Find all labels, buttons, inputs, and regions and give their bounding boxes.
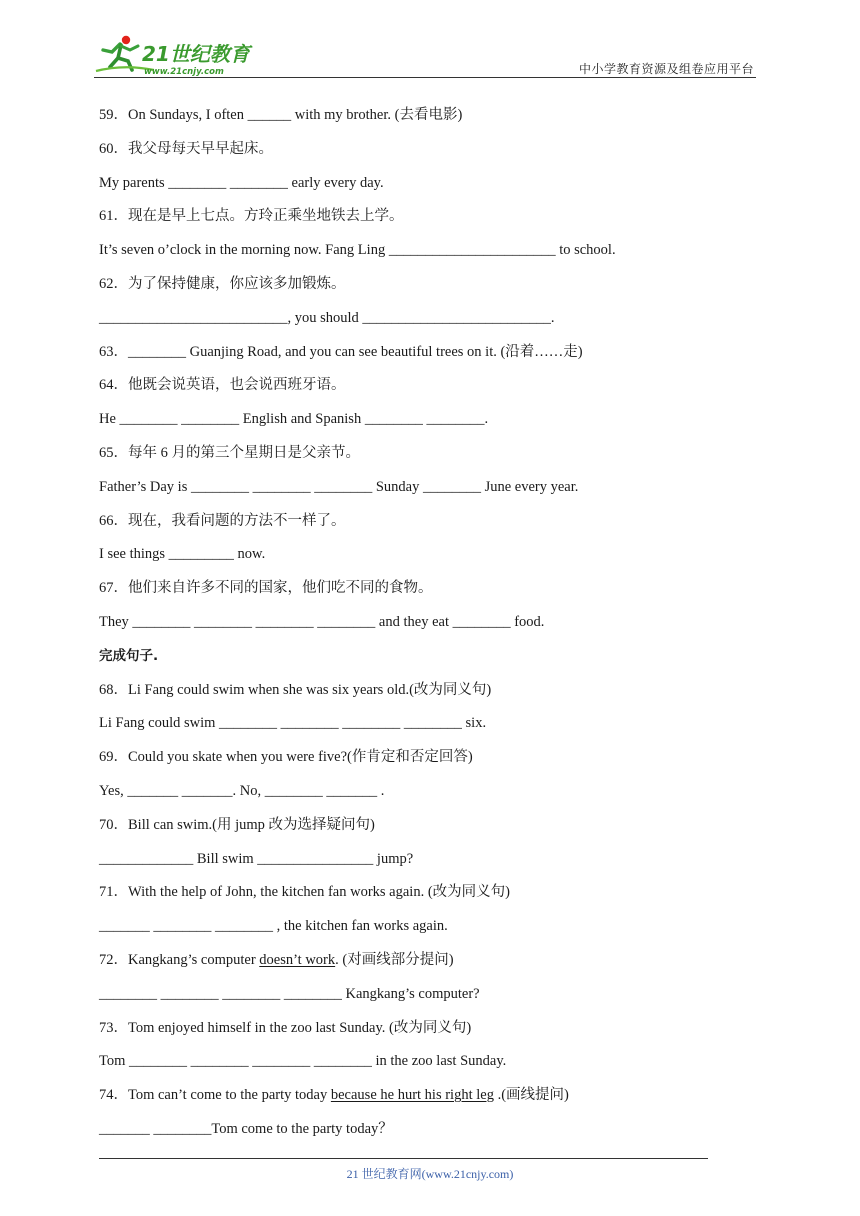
line-text: ________ ________ ________ ________ Kangkang’s computer? xyxy=(99,985,480,1002)
exercise-line xyxy=(99,915,719,949)
section-heading xyxy=(99,645,719,679)
line-text: _____________ Bill swim ________________ jump? xyxy=(99,850,414,867)
exercise-line xyxy=(99,712,719,746)
exercise-line xyxy=(99,442,719,476)
logo-url: www.21cnjy.com xyxy=(144,67,224,77)
line-text: 61．现在是早上七点。方玲正乘坐地铁去上学。 xyxy=(99,208,404,225)
line-text: 72．Kangkang’s computer xyxy=(99,951,260,968)
line-text: 59．On Sundays, I often ______ with my brother. (去看电影) xyxy=(99,107,463,123)
exercise-line xyxy=(99,138,719,172)
line-text: 67．他们来自许多不同的国家，他们吃不同的食物。 xyxy=(99,580,433,597)
exercise-line xyxy=(99,205,719,239)
footer-divider xyxy=(99,1158,708,1159)
line-text: He ________ ________ English and Spanish ________ ________. xyxy=(99,411,489,428)
underlined-phrase: because he hurt his right leg xyxy=(330,1087,494,1104)
line-text: 66．现在，我看问题的方法不一样了。 xyxy=(99,512,346,529)
line-text: 62．为了保持健康，你应该多加锻炼。 xyxy=(99,275,346,292)
line-text: My parents ________ ________ early every day. xyxy=(99,174,384,191)
header-divider xyxy=(94,77,756,78)
line-text: __________________________, you should __________________________. xyxy=(99,309,555,326)
line-text: 73．Tom enjoyed himself in the zoo last Sunday. (改为同义句) xyxy=(99,1019,472,1036)
line-text: 69．Could you skate when you were five?(作肯定和否定回答) xyxy=(99,749,473,766)
exercise-line xyxy=(99,172,719,206)
exercise-line xyxy=(99,848,719,882)
runner-logo-icon xyxy=(94,34,264,78)
exercise-line xyxy=(99,1017,719,1051)
page-header xyxy=(94,34,756,78)
line-text: They ________ ________ ________ ________ and they eat ________ food. xyxy=(99,613,545,630)
line-text: _______ ________Tom come to the party today？ xyxy=(99,1120,393,1137)
exercise-line xyxy=(99,408,719,442)
exercise-line xyxy=(99,104,719,138)
line-text: It’s seven o’clock in the morning now. Fang Ling _______________________ to school. xyxy=(99,242,616,259)
line-text: 63．________ Guanjing Road, and you can see beautiful trees on it. (沿着……走) xyxy=(99,343,583,360)
line-text: _______ ________ ________ , the kitchen fan works again. xyxy=(99,918,448,935)
site-logo[interactable] xyxy=(94,34,264,78)
line-text: Yes, _______ _______. No, ________ _______ . xyxy=(99,782,385,799)
exercise-line xyxy=(99,611,719,645)
line-text: I see things _________ now. xyxy=(99,546,266,563)
line-text: 70．Bill can swim.(用 jump 改为选择疑问句) xyxy=(99,816,375,833)
line-text: Father’s Day is ________ ________ ________ Sunday ________ June every year. xyxy=(99,478,579,495)
exercise-line xyxy=(99,543,719,577)
line-text: 完成句子. xyxy=(99,647,159,664)
exercise-line xyxy=(99,881,719,915)
exercise-line xyxy=(99,239,719,273)
exercise-line xyxy=(99,1084,719,1118)
exercise-line xyxy=(99,746,719,780)
exercise-line xyxy=(99,949,719,983)
exercise-line xyxy=(99,983,719,1017)
exercise-line xyxy=(99,476,719,510)
exercise-line xyxy=(99,307,719,341)
line-text: . (对画线部分提问) xyxy=(335,951,454,968)
underlined-phrase: doesn’t work xyxy=(259,951,336,968)
line-text: 74．Tom can’t come to the party today xyxy=(99,1087,331,1104)
exercise-line xyxy=(99,1050,719,1084)
exercise-line xyxy=(99,814,719,848)
line-text: 64．他既会说英语，也会说西班牙语。 xyxy=(99,377,346,394)
line-text: 60．我父母每天早早起床。 xyxy=(99,140,273,157)
line-text: Tom ________ ________ ________ ________ in the zoo last Sunday. xyxy=(99,1053,507,1070)
exercise-line xyxy=(99,374,719,408)
line-text: 68．Li Fang could swim when she was six years old.(改为同义句) xyxy=(99,681,492,698)
line-text: Li Fang could swim ________ ________ ________ ________ six. xyxy=(99,715,487,732)
exercise-line xyxy=(99,780,719,814)
exercise-list xyxy=(99,104,719,1152)
line-text: 71．With the help of John, the kitchen fan works again. (改为同义句) xyxy=(99,884,510,901)
exercise-line xyxy=(99,577,719,611)
exercise-line xyxy=(99,679,719,713)
platform-name: 中小学教育资源及组卷应用平台 xyxy=(578,62,754,76)
line-text: 65．每年 6 月的第三个星期日是父亲节。 xyxy=(99,444,360,461)
exercise-line xyxy=(99,510,719,544)
logo-text: 21世纪教育 xyxy=(142,42,250,66)
exercise-line xyxy=(99,1118,719,1152)
exercise-line xyxy=(99,273,719,307)
line-text: .(画线提问) xyxy=(493,1087,569,1104)
exercise-line xyxy=(99,341,719,375)
footer-source[interactable]: 21 世纪教育网(www.21cnjy.com) xyxy=(346,1167,514,1181)
